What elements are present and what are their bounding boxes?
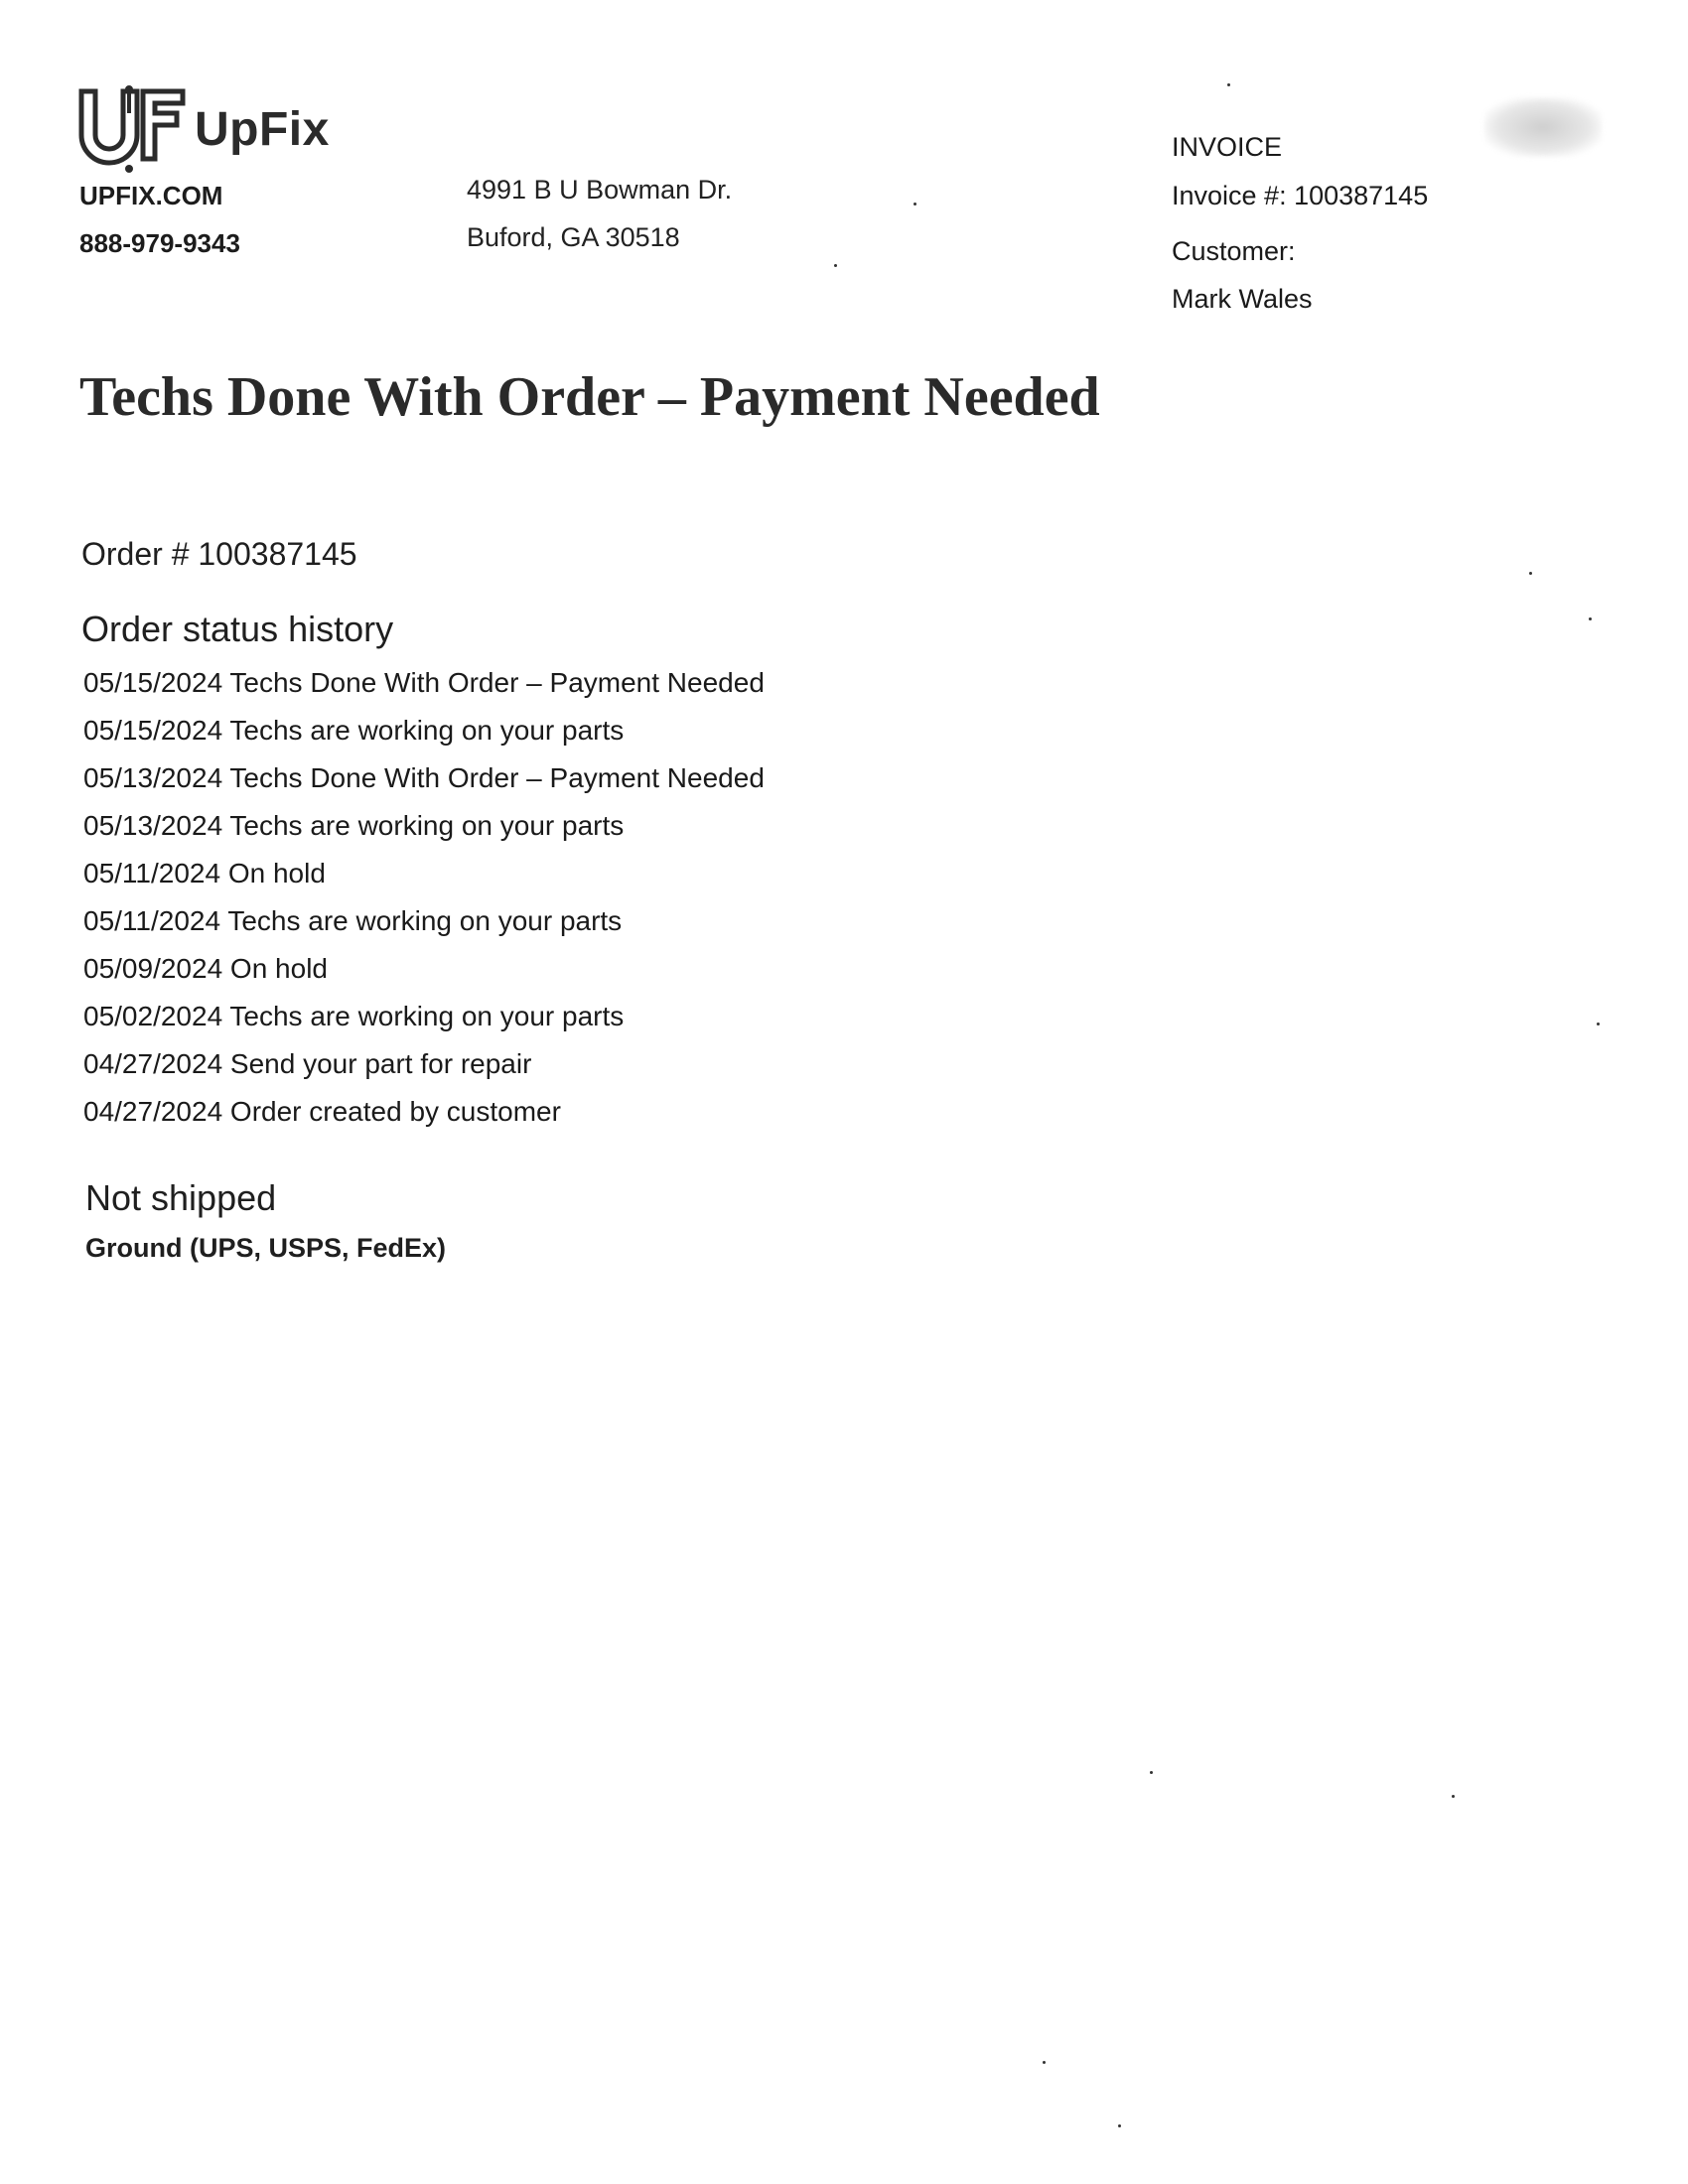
status-history-list: [83, 663, 765, 1140]
status-history-item: 04/27/2024 Order created by customer: [83, 1096, 561, 1127]
company-logo: [77, 83, 330, 175]
status-history-item: 05/13/2024 Techs are working on your parts: [83, 810, 625, 841]
company-phone: 888-979-9343: [79, 228, 240, 258]
company-website: UPFIX.COM: [79, 181, 223, 210]
shipping-status: Not shipped: [85, 1177, 277, 1218]
shipping-method: Ground (UPS, USPS, FedEx): [85, 1233, 447, 1263]
status-history-item: 05/15/2024 Techs Done With Order – Payment Needed: [83, 667, 765, 698]
order-status-heading: Techs Done With Order – Payment Needed: [79, 366, 1100, 428]
upfix-logo-icon: [77, 83, 189, 175]
status-history-item: 05/13/2024 Techs Done With Order – Payment Needed: [83, 762, 765, 793]
company-address-line1: 4991 B U Bowman Dr.: [467, 175, 733, 205]
company-address-line2: Buford, GA 30518: [467, 222, 680, 252]
status-history-item: 05/11/2024 On hold: [83, 858, 326, 888]
status-history-item: 05/11/2024 Techs are working on your parts: [83, 905, 623, 936]
scan-speck: [1529, 572, 1532, 575]
scan-speck: [1043, 2061, 1046, 2064]
scan-speck: [914, 203, 916, 205]
invoice-number: Invoice #: 100387145: [1172, 181, 1429, 210]
status-history-item: 05/09/2024 On hold: [83, 953, 328, 984]
order-number: Order # 100387145: [81, 536, 357, 572]
scan-smudge: [1484, 97, 1602, 157]
company-name: UpFix: [195, 102, 330, 156]
scan-speck: [834, 264, 837, 267]
customer-name: Mark Wales: [1172, 284, 1313, 314]
invoice-title: INVOICE: [1172, 132, 1283, 162]
scan-speck: [1227, 83, 1230, 86]
scan-speck: [1597, 1023, 1600, 1025]
status-history-item: 05/15/2024 Techs are working on your parts: [83, 715, 625, 746]
scan-speck: [1150, 1771, 1153, 1774]
status-history-item: 05/02/2024 Techs are working on your parts: [83, 1001, 625, 1031]
status-history-title: Order status history: [81, 609, 394, 649]
scan-speck: [1118, 2124, 1121, 2127]
scan-speck: [1452, 1795, 1455, 1798]
customer-label: Customer:: [1172, 236, 1296, 266]
scan-speck: [1589, 617, 1592, 620]
status-history-item: 04/27/2024 Send your part for repair: [83, 1048, 532, 1079]
